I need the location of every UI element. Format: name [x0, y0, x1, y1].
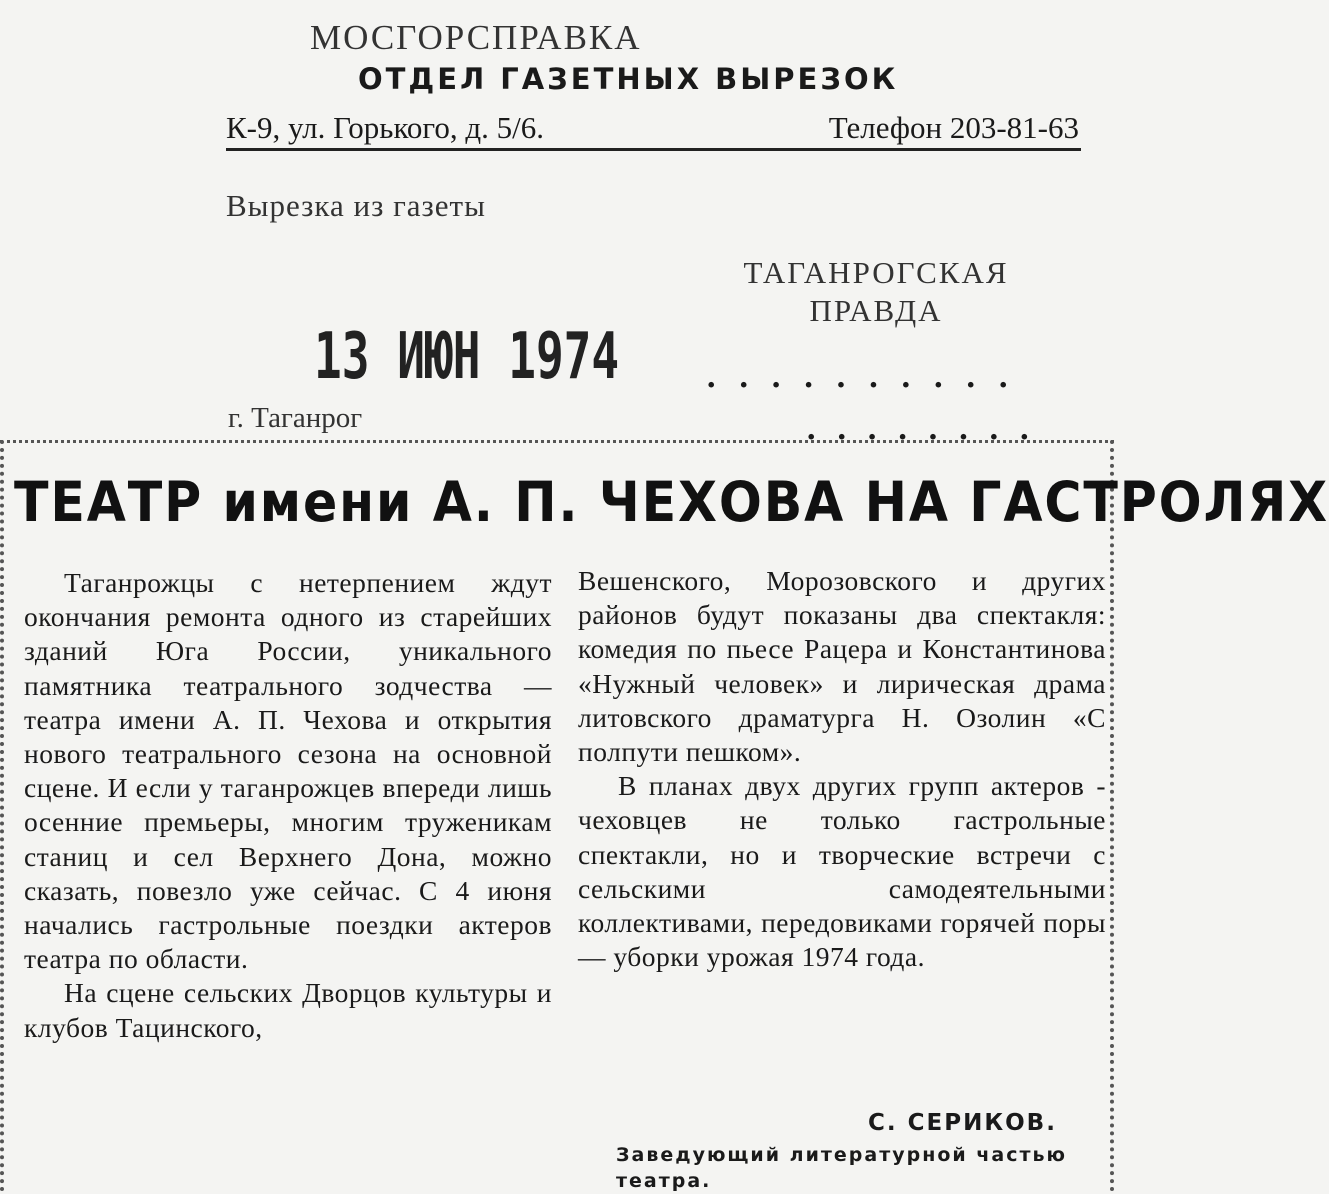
article-paragraph: Вешенского, Морозовского и других районов будут показаны два спектакля: комедия по пьесе Рацера и Константинова «Нужный человек» и лирическая драма литовского драматурга Н. Озолин «С полпути пешком».	[578, 565, 1106, 768]
article-paragraph: Таганрожцы с нетерпением ждут окончания ремонта одного из старейших зданий Юга России, уникального памятника театрального зодчества — театра имени А. П. Чехова и открытия нового театрального сезона на основной сцене. И если у таганрожцев впереди лишь осенние премьеры, многим труженикам станиц и сел Верхнего Дона, можно сказать, повезло уже сейчас. С 4 июня начались гастрольные поездки актеров театра по области.	[24, 567, 552, 975]
address-row	[226, 108, 1081, 151]
article-paragraph: В планах двух других групп актеров - чеховцев не только гастрольные спектакли, но и творческие встречи с сельскими самодеятельными коллективами, передовиками горячей поры — уборки урожая 1974 года.	[578, 770, 1106, 973]
newspaper-name-line2: ПРАВДА	[809, 293, 943, 328]
dotted-fill-line: ..........	[706, 360, 1031, 395]
author-name: С. СЕРИКОВ.	[868, 1110, 1057, 1136]
dotted-fill-line-2: ........	[806, 412, 1050, 447]
clipping-label: Вырезка из газеты	[226, 188, 486, 223]
newspaper-name	[716, 254, 1036, 330]
city: г. Таганрог	[228, 402, 363, 434]
article-headline: ТЕАТР имени А. П. ЧЕХОВА НА ГАСТРОЛЯХ	[14, 470, 1329, 534]
phone: Телефон 203-81-63	[828, 110, 1079, 145]
article-paragraph: На сцене сельских Дворцов культуры и клубов Тацинского,	[24, 977, 552, 1043]
address: К-9, ул. Горького, д. 5/6.	[226, 110, 545, 145]
agency-name: МОСГОРСПРАВКА	[310, 18, 642, 57]
date-stamp: 13 ИЮН 1974	[314, 320, 620, 394]
department-name: ОТДЕЛ ГАЗЕТНЫХ ВЫРЕЗОК	[358, 62, 899, 96]
article-column-left	[24, 566, 552, 1045]
author-role: Заведующий литературной частью театра.	[616, 1144, 1067, 1192]
clipping-service-header	[0, 0, 1128, 447]
article-column-right	[578, 564, 1106, 974]
newspaper-name-line1: ТАГАНРОГСКАЯ	[743, 255, 1009, 290]
